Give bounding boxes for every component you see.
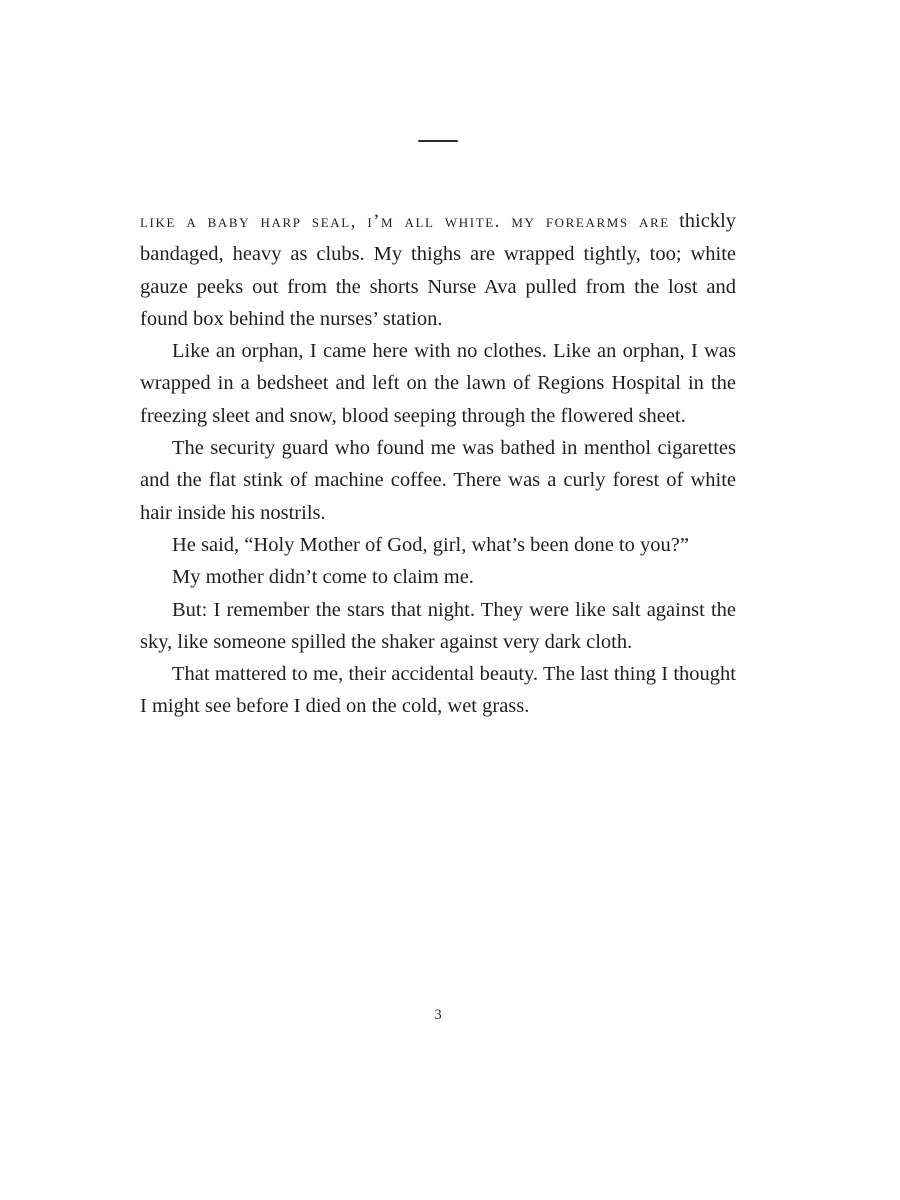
paragraph-4: He said, “Holy Mother of God, girl, what’s been done to you?” (172, 533, 689, 556)
paragraph-2: Like an orphan, I came here with no clothes. Like an orphan, I was wrapped in a bedsheet and left on the lawn of Regions Hospital in the freezing sleet and snow, blood seeping through the flowered sheet. (140, 340, 736, 427)
paragraph-7: That mattered to me, their accidental beauty. The last thing I thought I might see before I died on the cold, wet grass. (140, 663, 736, 718)
paragraph-5: My mother didn’t come to claim me. (172, 566, 474, 589)
paragraph-lead-smallcaps: like a baby harp seal, i’m all white. my forearms are (140, 212, 670, 232)
paragraph-text: thickly bandaged, heavy as clubs. My thighs are wrapped tightly, too; white gauze peeks out from the shorts Nurse Ava pulled from the lost and found box behind the nurses’ station. (140, 210, 737, 330)
chapter-ornament (418, 140, 458, 142)
paragraph-1 (140, 205, 736, 335)
paragraph-6: But: I remember the stars that night. They were like salt against the sky, like someone spilled the shaker against very dark cloth. (140, 598, 736, 653)
page-number: 3 (434, 1007, 442, 1023)
paragraph-3: The security guard who found me was bathed in menthol cigarettes and the flat stink of machine coffee. There was a curly forest of white hair inside his nostrils. (140, 437, 736, 524)
body-text (140, 205, 736, 723)
